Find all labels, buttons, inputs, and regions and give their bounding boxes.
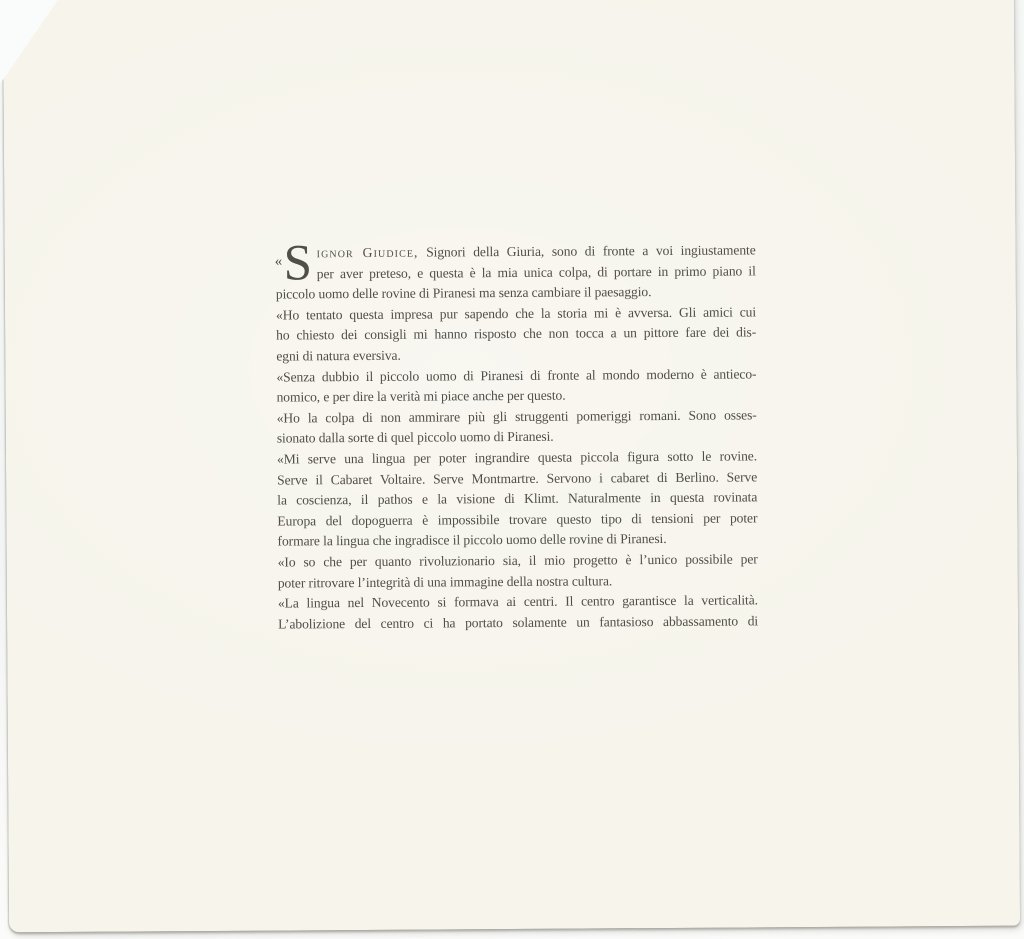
text-line: piccolo uomo delle rovine di Piranesi ma senza cambiare il paesaggio. [275,284,652,302]
text-line: «Io so che per quanto rivoluzionario sia, il mio progetto è l’unico possibile per [277,551,758,570]
text-line: «Mi serve una lingua per poter ingrandire questa piccola figura sotto le rovine. [276,448,758,467]
text-block [274,235,759,634]
text-line: formare la lingua che ingradisce il piccolo uomo delle rovine di Piranesi. [277,531,667,549]
text-line: nomico, e per dire la verità mi piace anche per questo. [276,387,566,405]
text-line [317,240,756,264]
first-paragraph-lines [317,240,756,284]
text-line-continuation: Signori della Giuria, sono di fronte a voi ingiustamente [418,242,756,260]
opening-guillemet: « [274,253,283,270]
text-line: «La lingua nel Novecento si formava ai centri. Il centro garantisce la verticalità. [277,592,758,611]
drop-cap-letter: S [283,235,313,292]
text-line: ho chiesto dei consigli mi hanno risposto che non tocca a un pittore fare dei dis- [276,324,757,343]
text-line: poter ritrovare l’integrità di una immagine della nostra cultura. [277,572,613,591]
text-line: «Senza dubbio il piccolo uomo di Piranesi di fronte al mondo moderno è antieco- [276,365,757,385]
text-lines [276,282,758,635]
text-line: «Ho tentato questa impresa pur sapendo che la storia mi è avversa. Gli amici cui [275,304,757,323]
text-line: per aver preteso, e questa è la mia unica colpa, di portare in primo piano il [316,262,756,281]
text-line: Serve il Cabaret Voltaire. Serve Montmartre. Servono i cabaret di Berlino. Serve [277,468,758,488]
drop-cap [274,235,317,292]
text-line: «Ho la colpa di non ammirare più gli struggenti pomeriggi romani. Sono osses- [276,407,757,426]
paper-sheet [3,0,1020,932]
text-line: L’abolizione del centro ci ha portato solamente un fantasioso abbassamento di [278,613,759,632]
text-line: Europa del dopoguerra è impossibile trovare questo tipo di tensioni per poter [277,510,758,529]
small-caps-salutation: ignor Giudice, [316,244,419,261]
text-line: sionato dalla sorte di quel piccolo uomo di Piranesi. [276,429,554,446]
first-paragraph-opening [274,235,756,292]
text-line: egni di natura eversiva. [276,347,401,364]
text-line: la coscienza, il pathos e la visione di Klimt. Naturalmente in questa rovinata [277,489,758,508]
